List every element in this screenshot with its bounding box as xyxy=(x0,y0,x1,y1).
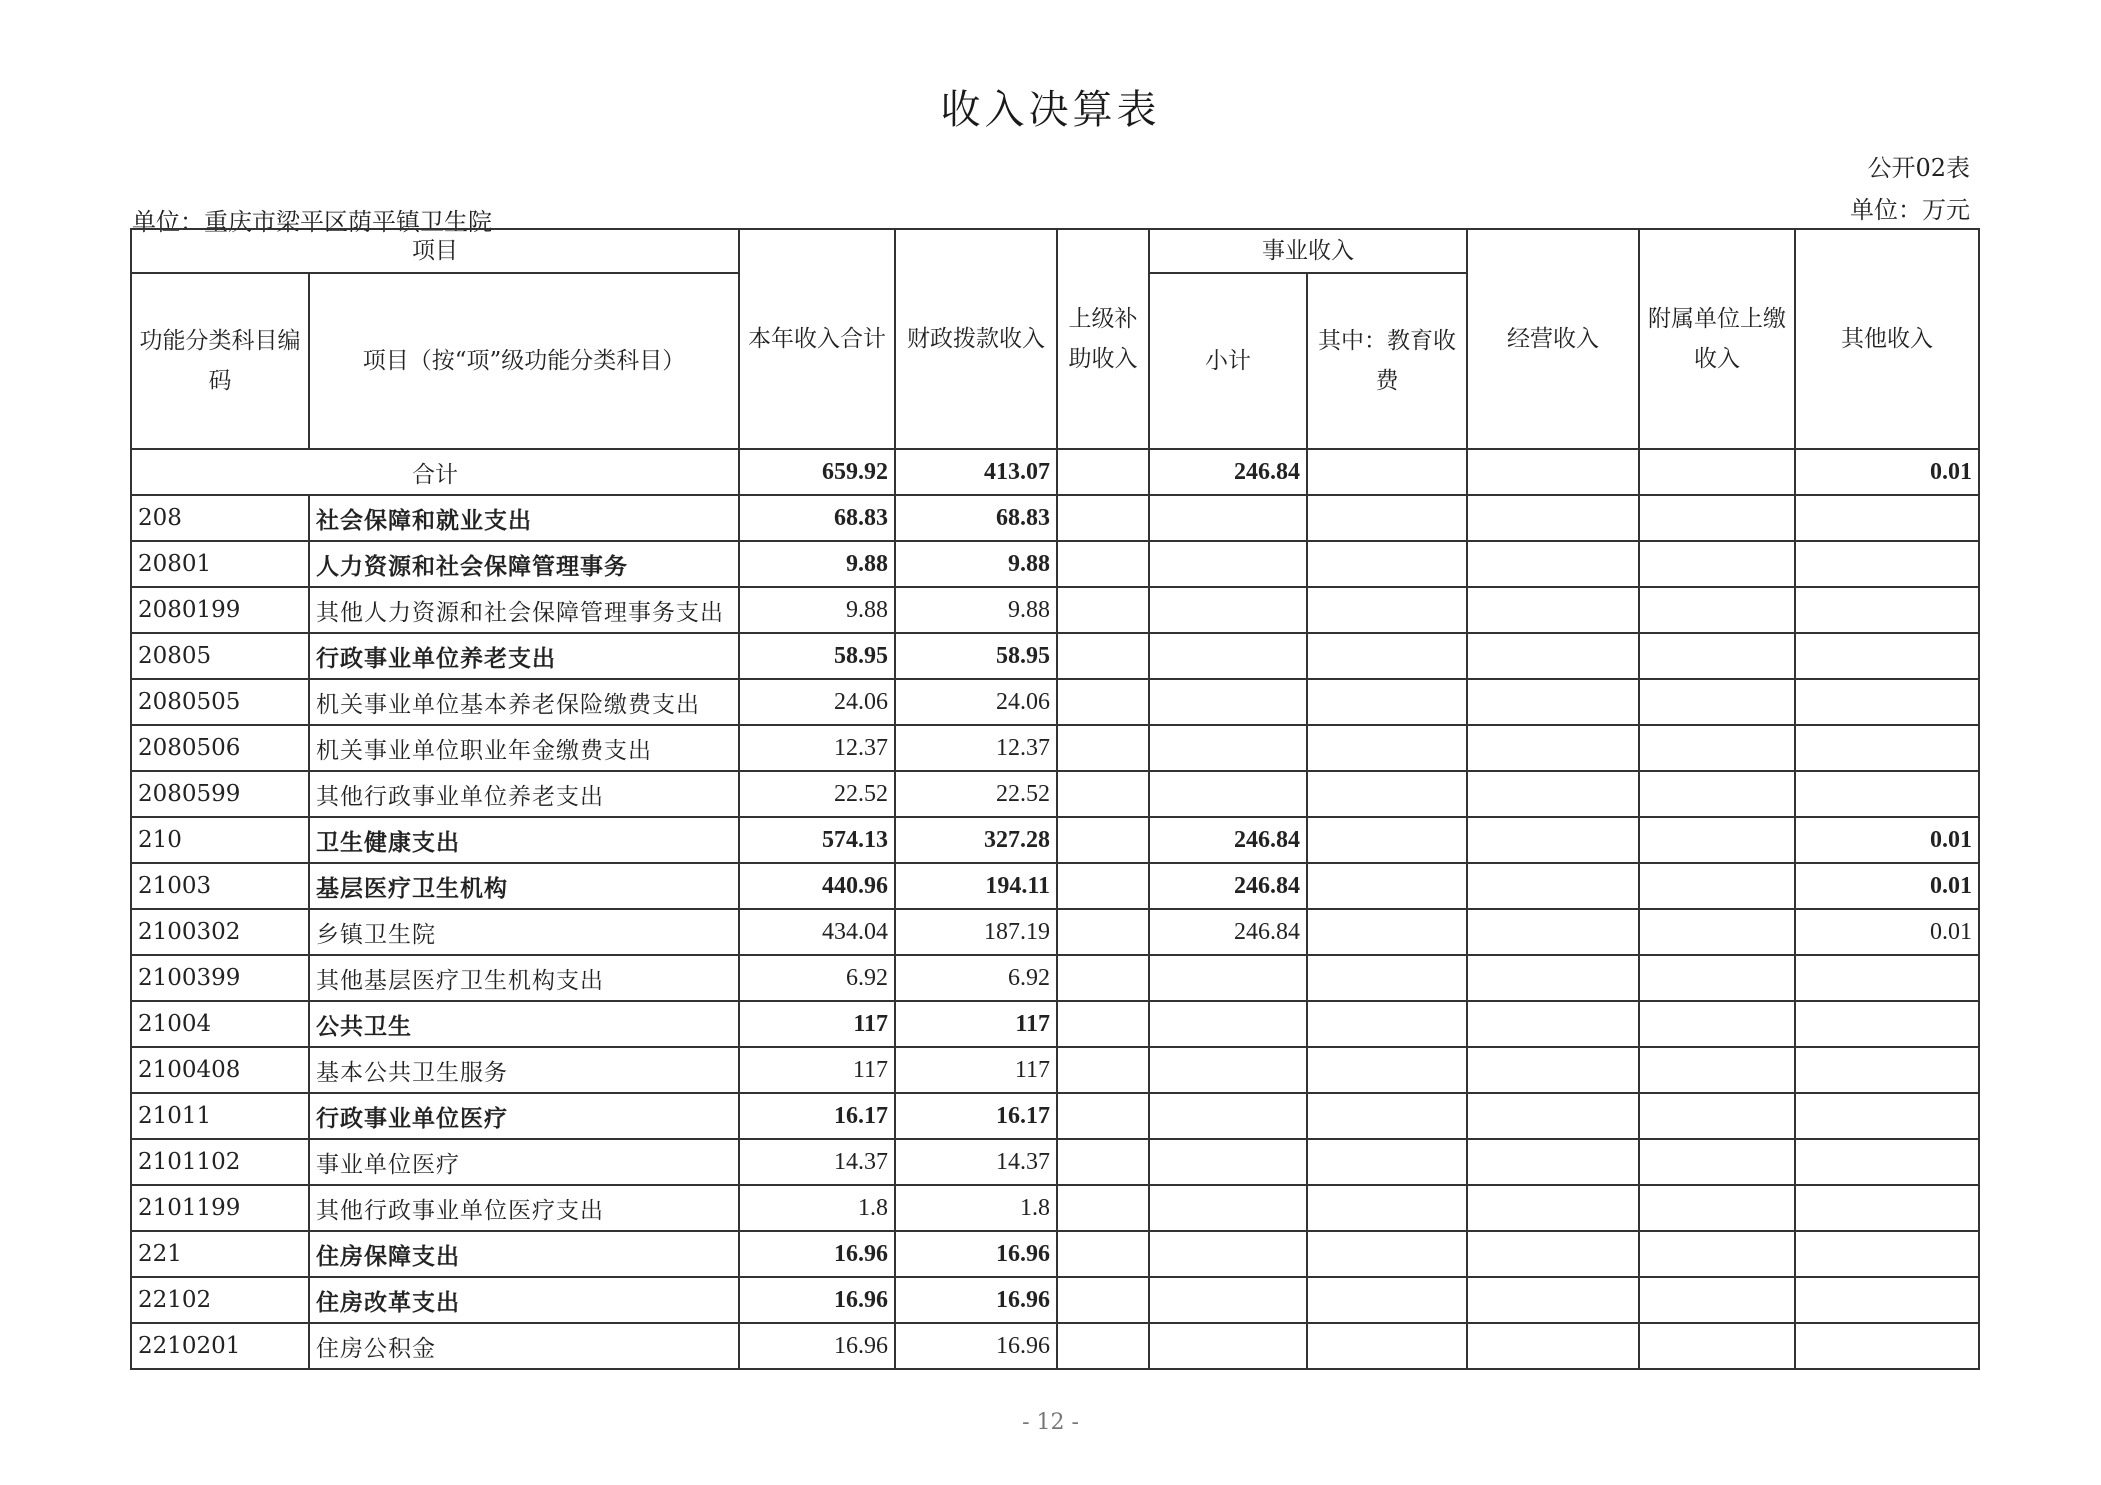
row-affiliated xyxy=(1639,541,1795,587)
row-affiliated xyxy=(1639,1185,1795,1231)
row-operating xyxy=(1467,1323,1639,1369)
row-edu xyxy=(1307,495,1467,541)
row-operating xyxy=(1467,633,1639,679)
row-total: 68.83 xyxy=(739,495,895,541)
row-code: 2080506 xyxy=(131,725,309,771)
table-row xyxy=(131,863,1979,909)
row-superior xyxy=(1057,955,1149,1001)
table-row xyxy=(131,1047,1979,1093)
row-subtotal: 246.84 xyxy=(1149,909,1307,955)
row-superior xyxy=(1057,587,1149,633)
row-affiliated xyxy=(1639,1231,1795,1277)
header-other: 其他收入 xyxy=(1795,229,1979,449)
table-row xyxy=(131,541,1979,587)
row-affiliated xyxy=(1639,909,1795,955)
row-total: 574.13 xyxy=(739,817,895,863)
row-superior xyxy=(1057,1093,1149,1139)
row-affiliated xyxy=(1639,863,1795,909)
row-subtotal xyxy=(1149,1139,1307,1185)
row-name: 住房保障支出 xyxy=(309,1231,739,1277)
row-fiscal: 6.92 xyxy=(895,955,1057,1001)
table-row xyxy=(131,1139,1979,1185)
row-name: 住房改革支出 xyxy=(309,1277,739,1323)
row-operating xyxy=(1467,1231,1639,1277)
row-subtotal xyxy=(1149,587,1307,633)
row-subtotal xyxy=(1149,1001,1307,1047)
header-total: 本年收入合计 xyxy=(739,229,895,449)
row-total: 58.95 xyxy=(739,633,895,679)
total-operating xyxy=(1467,449,1639,495)
row-affiliated xyxy=(1639,633,1795,679)
page-number: - 12 - xyxy=(1022,1410,1079,1435)
row-code: 21011 xyxy=(131,1093,309,1139)
header-name: 项目（按“项”级功能分类科目） xyxy=(309,273,739,449)
row-edu xyxy=(1307,1231,1467,1277)
header-edu: 其中：教育收费 xyxy=(1307,273,1467,449)
row-subtotal xyxy=(1149,1231,1307,1277)
row-code: 2080505 xyxy=(131,679,309,725)
row-other xyxy=(1795,771,1979,817)
row-other xyxy=(1795,955,1979,1001)
row-fiscal: 327.28 xyxy=(895,817,1057,863)
header-superior: 上级补助收入 xyxy=(1057,229,1149,449)
row-subtotal xyxy=(1149,725,1307,771)
row-edu xyxy=(1307,1093,1467,1139)
row-name: 行政事业单位养老支出 xyxy=(309,633,739,679)
row-other: 0.01 xyxy=(1795,817,1979,863)
row-fiscal: 14.37 xyxy=(895,1139,1057,1185)
row-total: 16.96 xyxy=(739,1277,895,1323)
row-code: 20801 xyxy=(131,541,309,587)
header-project: 项目 xyxy=(131,229,739,273)
row-superior xyxy=(1057,679,1149,725)
row-other xyxy=(1795,1185,1979,1231)
row-edu xyxy=(1307,541,1467,587)
row-subtotal xyxy=(1149,1093,1307,1139)
table-row xyxy=(131,1277,1979,1323)
row-fiscal: 68.83 xyxy=(895,495,1057,541)
row-total: 117 xyxy=(739,1001,895,1047)
row-affiliated xyxy=(1639,1093,1795,1139)
row-name: 住房公积金 xyxy=(309,1323,739,1369)
row-subtotal: 246.84 xyxy=(1149,817,1307,863)
row-name: 机关事业单位职业年金缴费支出 xyxy=(309,725,739,771)
row-affiliated xyxy=(1639,587,1795,633)
row-subtotal xyxy=(1149,541,1307,587)
row-total: 14.37 xyxy=(739,1139,895,1185)
row-operating xyxy=(1467,1277,1639,1323)
row-fiscal: 117 xyxy=(895,1047,1057,1093)
row-edu xyxy=(1307,909,1467,955)
row-fiscal: 194.11 xyxy=(895,863,1057,909)
row-other xyxy=(1795,1093,1979,1139)
row-superior xyxy=(1057,1231,1149,1277)
row-subtotal xyxy=(1149,679,1307,725)
table-row xyxy=(131,771,1979,817)
total-label: 合计 xyxy=(131,449,739,495)
row-total: 9.88 xyxy=(739,587,895,633)
total-subtotal: 246.84 xyxy=(1149,449,1307,495)
row-affiliated xyxy=(1639,725,1795,771)
row-operating xyxy=(1467,909,1639,955)
row-subtotal xyxy=(1149,1047,1307,1093)
row-edu xyxy=(1307,863,1467,909)
row-superior xyxy=(1057,1323,1149,1369)
total-total: 659.92 xyxy=(739,449,895,495)
row-name: 其他行政事业单位医疗支出 xyxy=(309,1185,739,1231)
row-edu xyxy=(1307,587,1467,633)
table-row xyxy=(131,1001,1979,1047)
page-title: 收入决算表 xyxy=(940,87,1161,133)
row-other xyxy=(1795,495,1979,541)
row-other xyxy=(1795,1001,1979,1047)
row-edu xyxy=(1307,955,1467,1001)
row-name: 人力资源和社会保障管理事务 xyxy=(309,541,739,587)
row-edu xyxy=(1307,1001,1467,1047)
header-operating: 经营收入 xyxy=(1467,229,1639,449)
row-subtotal xyxy=(1149,771,1307,817)
total-fiscal: 413.07 xyxy=(895,449,1057,495)
table-row xyxy=(131,1185,1979,1231)
row-fiscal: 16.96 xyxy=(895,1231,1057,1277)
income-report-table xyxy=(130,228,1980,1370)
row-operating xyxy=(1467,817,1639,863)
row-other xyxy=(1795,679,1979,725)
row-superior xyxy=(1057,771,1149,817)
header-affiliated: 附属单位上缴收入 xyxy=(1639,229,1795,449)
row-total: 117 xyxy=(739,1047,895,1093)
row-name: 其他行政事业单位养老支出 xyxy=(309,771,739,817)
row-affiliated xyxy=(1639,771,1795,817)
row-name: 基层医疗卫生机构 xyxy=(309,863,739,909)
row-affiliated xyxy=(1639,1277,1795,1323)
row-edu xyxy=(1307,1323,1467,1369)
row-code: 21004 xyxy=(131,1001,309,1047)
row-affiliated xyxy=(1639,1001,1795,1047)
row-subtotal xyxy=(1149,1323,1307,1369)
row-code: 2100302 xyxy=(131,909,309,955)
row-affiliated xyxy=(1639,1323,1795,1369)
row-edu xyxy=(1307,771,1467,817)
row-total: 9.88 xyxy=(739,541,895,587)
row-superior xyxy=(1057,817,1149,863)
row-other xyxy=(1795,541,1979,587)
row-name: 事业单位医疗 xyxy=(309,1139,739,1185)
row-code: 221 xyxy=(131,1231,309,1277)
row-total: 434.04 xyxy=(739,909,895,955)
row-affiliated xyxy=(1639,817,1795,863)
row-other xyxy=(1795,1277,1979,1323)
row-edu xyxy=(1307,679,1467,725)
row-total: 440.96 xyxy=(739,863,895,909)
table-row xyxy=(131,633,1979,679)
header-code: 功能分类科目编码 xyxy=(131,273,309,449)
row-total: 22.52 xyxy=(739,771,895,817)
table-row xyxy=(131,955,1979,1001)
row-subtotal xyxy=(1149,955,1307,1001)
row-name: 社会保障和就业支出 xyxy=(309,495,739,541)
row-fiscal: 9.88 xyxy=(895,541,1057,587)
table-row xyxy=(131,1231,1979,1277)
row-fiscal: 9.88 xyxy=(895,587,1057,633)
row-name: 其他人力资源和社会保障管理事务支出 xyxy=(309,587,739,633)
row-edu xyxy=(1307,725,1467,771)
row-code: 2080199 xyxy=(131,587,309,633)
row-edu xyxy=(1307,1139,1467,1185)
row-superior xyxy=(1057,633,1149,679)
row-superior xyxy=(1057,863,1149,909)
row-subtotal xyxy=(1149,633,1307,679)
row-name: 其他基层医疗卫生机构支出 xyxy=(309,955,739,1001)
row-total: 1.8 xyxy=(739,1185,895,1231)
header-business-income: 事业收入 xyxy=(1149,229,1467,273)
row-superior xyxy=(1057,1185,1149,1231)
table-row xyxy=(131,679,1979,725)
row-total: 16.17 xyxy=(739,1093,895,1139)
row-operating xyxy=(1467,955,1639,1001)
unit-currency: 单位：万元 xyxy=(1850,196,1970,224)
row-code: 2101102 xyxy=(131,1139,309,1185)
header-fiscal: 财政拨款收入 xyxy=(895,229,1057,449)
row-code: 2101199 xyxy=(131,1185,309,1231)
row-code: 2080599 xyxy=(131,771,309,817)
form-number: 公开02表 xyxy=(1867,154,1970,182)
row-superior xyxy=(1057,909,1149,955)
row-other xyxy=(1795,1323,1979,1369)
row-code: 208 xyxy=(131,495,309,541)
row-name: 公共卫生 xyxy=(309,1001,739,1047)
row-fiscal: 16.96 xyxy=(895,1277,1057,1323)
row-other xyxy=(1795,587,1979,633)
row-code: 2100399 xyxy=(131,955,309,1001)
row-fiscal: 58.95 xyxy=(895,633,1057,679)
row-operating xyxy=(1467,679,1639,725)
row-superior xyxy=(1057,1139,1149,1185)
row-total: 24.06 xyxy=(739,679,895,725)
row-superior xyxy=(1057,495,1149,541)
table-row xyxy=(131,817,1979,863)
row-superior xyxy=(1057,1001,1149,1047)
row-subtotal xyxy=(1149,1185,1307,1231)
row-operating xyxy=(1467,1047,1639,1093)
row-edu xyxy=(1307,1277,1467,1323)
row-affiliated xyxy=(1639,1047,1795,1093)
row-other xyxy=(1795,725,1979,771)
total-superior xyxy=(1057,449,1149,495)
row-subtotal: 246.84 xyxy=(1149,863,1307,909)
row-fiscal: 24.06 xyxy=(895,679,1057,725)
table-row xyxy=(131,587,1979,633)
row-code: 2100408 xyxy=(131,1047,309,1093)
row-code: 2210201 xyxy=(131,1323,309,1369)
row-code: 22102 xyxy=(131,1277,309,1323)
row-total: 6.92 xyxy=(739,955,895,1001)
unit-organization: 单位：重庆市梁平区荫平镇卫生院 xyxy=(132,208,492,236)
row-other xyxy=(1795,633,1979,679)
table-row xyxy=(131,1323,1979,1369)
row-fiscal: 16.17 xyxy=(895,1093,1057,1139)
row-total: 16.96 xyxy=(739,1231,895,1277)
row-operating xyxy=(1467,1001,1639,1047)
table-row xyxy=(131,1093,1979,1139)
total-affiliated xyxy=(1639,449,1795,495)
row-affiliated xyxy=(1639,679,1795,725)
row-fiscal: 187.19 xyxy=(895,909,1057,955)
row-subtotal xyxy=(1149,495,1307,541)
row-other xyxy=(1795,1047,1979,1093)
row-name: 卫生健康支出 xyxy=(309,817,739,863)
row-operating xyxy=(1467,1139,1639,1185)
row-fiscal: 12.37 xyxy=(895,725,1057,771)
row-operating xyxy=(1467,1093,1639,1139)
row-edu xyxy=(1307,1185,1467,1231)
row-subtotal xyxy=(1149,1277,1307,1323)
row-name: 行政事业单位医疗 xyxy=(309,1093,739,1139)
row-superior xyxy=(1057,541,1149,587)
row-operating xyxy=(1467,863,1639,909)
table-row xyxy=(131,495,1979,541)
row-edu xyxy=(1307,1047,1467,1093)
row-code: 20805 xyxy=(131,633,309,679)
row-edu xyxy=(1307,817,1467,863)
row-other: 0.01 xyxy=(1795,909,1979,955)
table-row xyxy=(131,909,1979,955)
row-affiliated xyxy=(1639,495,1795,541)
total-row xyxy=(131,449,1979,495)
row-code: 21003 xyxy=(131,863,309,909)
table-row xyxy=(131,725,1979,771)
row-operating xyxy=(1467,587,1639,633)
row-affiliated xyxy=(1639,1139,1795,1185)
row-fiscal: 117 xyxy=(895,1001,1057,1047)
row-operating xyxy=(1467,1185,1639,1231)
row-other xyxy=(1795,1139,1979,1185)
row-fiscal: 16.96 xyxy=(895,1323,1057,1369)
row-total: 16.96 xyxy=(739,1323,895,1369)
total-edu xyxy=(1307,449,1467,495)
row-operating xyxy=(1467,541,1639,587)
row-superior xyxy=(1057,1047,1149,1093)
row-superior xyxy=(1057,1277,1149,1323)
row-other: 0.01 xyxy=(1795,863,1979,909)
row-edu xyxy=(1307,633,1467,679)
row-fiscal: 1.8 xyxy=(895,1185,1057,1231)
row-total: 12.37 xyxy=(739,725,895,771)
row-other xyxy=(1795,1231,1979,1277)
row-operating xyxy=(1467,771,1639,817)
header-subtotal: 小计 xyxy=(1149,273,1307,449)
row-name: 基本公共卫生服务 xyxy=(309,1047,739,1093)
row-operating xyxy=(1467,725,1639,771)
total-other: 0.01 xyxy=(1795,449,1979,495)
row-affiliated xyxy=(1639,955,1795,1001)
row-name: 机关事业单位基本养老保险缴费支出 xyxy=(309,679,739,725)
row-code: 210 xyxy=(131,817,309,863)
row-name: 乡镇卫生院 xyxy=(309,909,739,955)
row-superior xyxy=(1057,725,1149,771)
row-operating xyxy=(1467,495,1639,541)
row-fiscal: 22.52 xyxy=(895,771,1057,817)
